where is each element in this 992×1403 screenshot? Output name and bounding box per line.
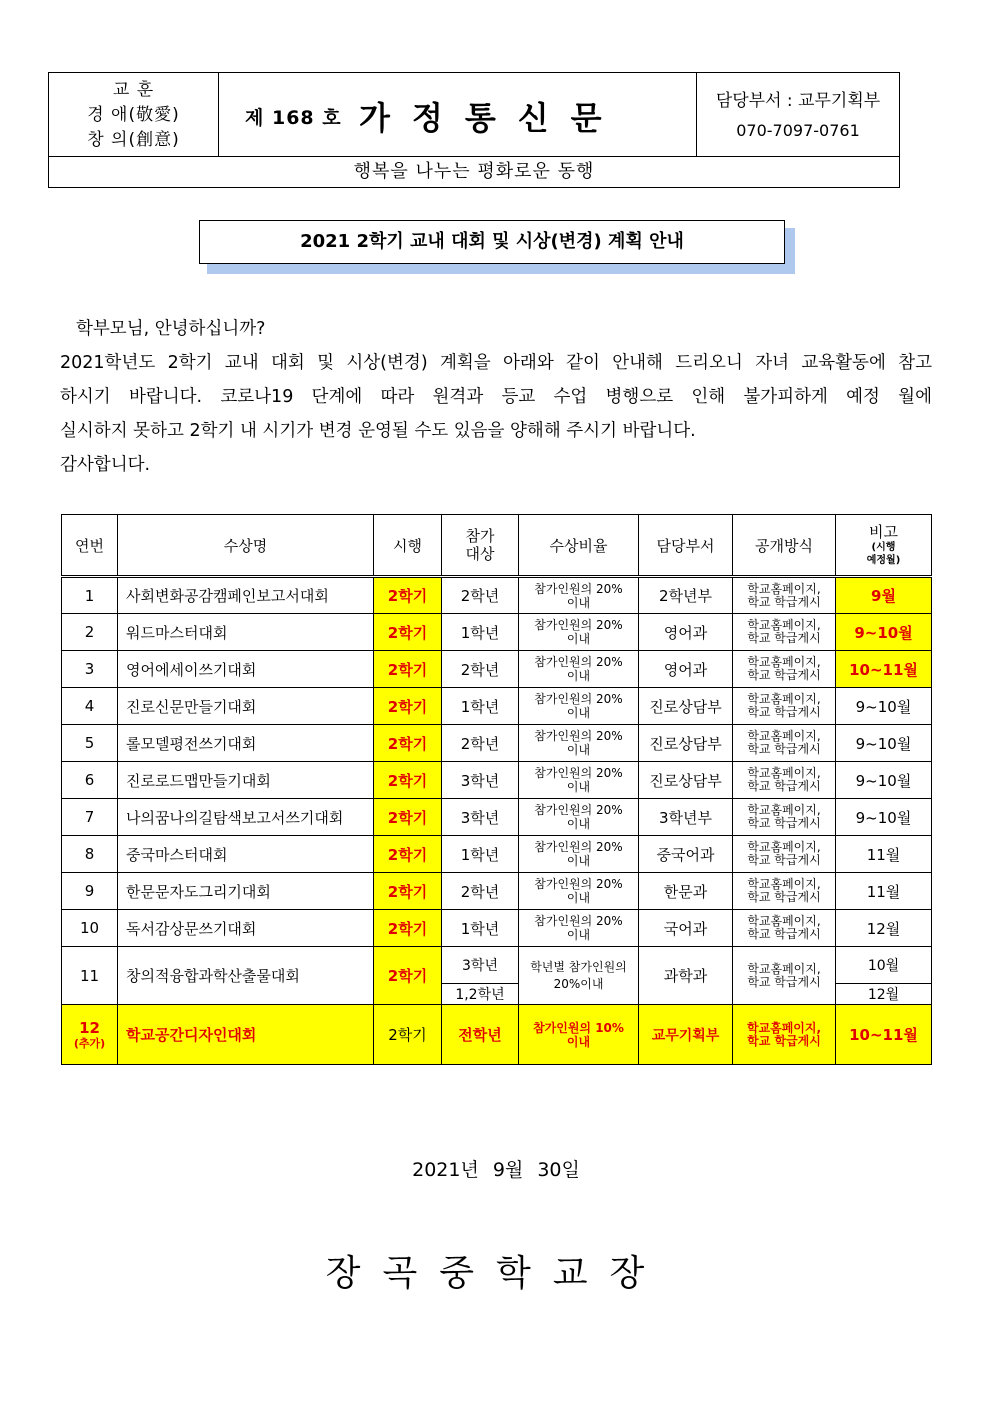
cell-ratio: [519, 947, 639, 1005]
cell-method-line-1: 학교홈페이지,: [747, 766, 821, 780]
newsletter-title: 가정통신문: [359, 99, 624, 137]
table-row: [62, 577, 932, 614]
cell-no: 1: [62, 577, 118, 614]
cell-method-line-1: 학교홈페이지,: [747, 961, 821, 976]
cell-term: 2학기: [374, 947, 442, 1005]
cell-name: 롤모델평전쓰기대회: [118, 725, 374, 762]
cell-method-line-1: 학교홈페이지,: [747, 914, 821, 928]
header-dept: 담당부서: [639, 515, 733, 577]
cell-method-line-2: 학교 학급게시: [747, 779, 821, 793]
issue-number: 제 168 호: [245, 107, 342, 129]
cell-name: 진로신문만들기대회: [118, 688, 374, 725]
cell-dept: 3학년부: [639, 799, 733, 836]
header-method: 공개방식: [733, 515, 836, 577]
cell-target: 1학년: [442, 688, 519, 725]
table-row: [62, 614, 932, 651]
cell-method-line-2: 학교 학급게시: [747, 705, 821, 719]
intro-text: [60, 312, 932, 482]
cell-ratio-line-2: 이내: [566, 1034, 591, 1049]
cell-ratio-line-2: 이내: [566, 669, 591, 683]
cell-no: 3: [62, 651, 118, 688]
table-row: [62, 799, 932, 836]
cell-note: 10~11월: [836, 651, 932, 688]
cell-term: 2학기: [374, 577, 442, 614]
cell-note: 12월: [836, 910, 932, 947]
intro-line-2: 하시기 바랍니다. 코로나19 단계에 따라 원격과 등교 수업 병행으로 인해 불가피하게 예정 월에: [60, 387, 932, 407]
cell-target: 1학년: [442, 836, 519, 873]
cell-method: [733, 614, 836, 651]
cell-no-added-tag: (추가): [73, 1037, 106, 1050]
cell-target: 1학년: [442, 910, 519, 947]
cell-dept: 영어과: [639, 651, 733, 688]
cell-method: [733, 1005, 836, 1065]
cell-dept: 2학년부: [639, 577, 733, 614]
cell-method-line-1: 학교홈페이지,: [746, 1020, 822, 1035]
cell-term: 2학기: [374, 651, 442, 688]
cell-method: [733, 577, 836, 614]
cell-dept: 한문과: [639, 873, 733, 910]
table-row-added: [62, 1005, 932, 1065]
table-row: [62, 688, 932, 725]
cell-name: 한문문자도그리기대회: [118, 873, 374, 910]
cell-method-line-2: 학교 학급게시: [747, 890, 821, 904]
cell-no: 11: [62, 947, 118, 1005]
cell-method-line-2: 학교 학급게시: [747, 1033, 821, 1048]
cell-method: [733, 947, 836, 1005]
header-no: 연번: [62, 515, 118, 577]
header-ratio: 수상비율: [519, 515, 639, 577]
cell-method-line-1: 학교홈페이지,: [747, 877, 821, 891]
header-name: 수상명: [118, 515, 374, 577]
cell-ratio-line-2: 이내: [566, 632, 591, 646]
table-header-row: [62, 515, 932, 577]
cell-method-line-1: 학교홈페이지,: [747, 581, 821, 596]
cell-ratio-line-1: 참가인원의 20%: [534, 840, 623, 854]
cell-ratio-line-2: 이내: [566, 706, 591, 720]
cell-term: 2학기: [374, 799, 442, 836]
cell-note-a: 10월: [836, 947, 932, 984]
cell-method-line-1: 학교홈페이지,: [747, 840, 821, 854]
cell-method: [733, 910, 836, 947]
cell-dept: 국어과: [639, 910, 733, 947]
thanks: 감사합니다.: [60, 455, 151, 475]
cell-ratio: [519, 1005, 639, 1065]
cell-ratio-line-1: 참가인원의 20%: [534, 581, 623, 596]
cell-no: 10: [62, 910, 118, 947]
cell-no: 9: [62, 873, 118, 910]
principal-signature: 장곡중학교장: [325, 1253, 667, 1294]
cell-ratio: [519, 651, 639, 688]
cell-dept: 진로상담부: [639, 688, 733, 725]
table-row: [62, 873, 932, 910]
cell-ratio-line-2: 이내: [566, 891, 591, 905]
cell-name: 나의꿈나의길탐색보고서쓰기대회: [118, 799, 374, 836]
cell-target: 2학년: [442, 725, 519, 762]
cell-ratio: [519, 836, 639, 873]
cell-method-line-1: 학교홈페이지,: [747, 729, 821, 743]
cell-ratio-line-1: 참가인원의 10%: [533, 1020, 624, 1035]
document-title: 2021 2학기 교내 대회 및 시상(변경) 계획 안내: [199, 220, 785, 264]
cell-method-line-2: 학교 학급게시: [747, 668, 821, 682]
cell-ratio-line-1: 참가인원의 20%: [534, 803, 623, 817]
cell-ratio-line-1: 참가인원의 20%: [534, 766, 623, 780]
cell-ratio-line-1: 참가인원의 20%: [534, 914, 623, 928]
department-phone: 070-7097-0761: [736, 121, 860, 140]
cell-note: 9~10월: [836, 688, 932, 725]
cell-method-line-1: 학교홈페이지,: [747, 618, 821, 632]
cell-ratio-line-2: 이내: [566, 817, 591, 831]
cell-method-line-2: 학교 학급게시: [747, 927, 821, 941]
cell-no: 5: [62, 725, 118, 762]
cell-dept: 진로상담부: [639, 725, 733, 762]
cell-no-value: 12: [79, 1019, 100, 1037]
header-term: 시행: [374, 515, 442, 577]
cell-method-line-2: 학교 학급게시: [747, 853, 821, 867]
title-cell: [219, 73, 696, 157]
department-cell: [696, 73, 899, 157]
cell-term: 2학기: [374, 614, 442, 651]
cell-ratio-line-1: 참가인원의 20%: [534, 729, 623, 743]
cell-target: 1학년: [442, 614, 519, 651]
cell-ratio-line-2: 이내: [566, 743, 591, 757]
cell-method-line-2: 학교 학급게시: [747, 594, 821, 609]
header-note: [836, 515, 932, 577]
cell-note: 9~10월: [836, 762, 932, 799]
cell-note: 9~10월: [836, 725, 932, 762]
issue-date: 2021년 9월 30일: [412, 1159, 580, 1181]
department-name: 담당부서 : 교무기획부: [715, 91, 881, 111]
cell-ratio: [519, 762, 639, 799]
cell-term: 2학기: [374, 725, 442, 762]
table-row: [62, 947, 932, 984]
cell-note: 10~11월: [836, 1005, 932, 1065]
cell-dept: 중국어과: [639, 836, 733, 873]
table-row: [62, 725, 932, 762]
motto-line-2: 창 의(創意): [87, 130, 180, 150]
cell-no: 4: [62, 688, 118, 725]
cell-note-b: 12월: [836, 984, 932, 1005]
cell-ratio: [519, 614, 639, 651]
cell-method: [733, 799, 836, 836]
table-row: [62, 651, 932, 688]
cell-ratio: [519, 688, 639, 725]
cell-name: 창의적융합과학산출물대회: [118, 947, 374, 1005]
cell-term: 2학기: [374, 762, 442, 799]
cell-note: 9~10월: [836, 614, 932, 651]
table-row: [62, 762, 932, 799]
cell-target: 2학년: [442, 577, 519, 614]
cell-ratio-line-1: 참가인원의 20%: [534, 655, 623, 669]
awards-table: [61, 514, 932, 1065]
cell-method-line-2: 학교 학급게시: [747, 974, 821, 989]
cell-name: 진로로드맵만들기대회: [118, 762, 374, 799]
cell-name: 영어에세이쓰기대회: [118, 651, 374, 688]
cell-no: 8: [62, 836, 118, 873]
cell-dept: 교무기획부: [639, 1005, 733, 1065]
intro-line-1: 2021학년도 2학기 교내 대회 및 시상(변경) 계획을 아래와 같이 안내해 드리오니 자녀 교육활동에 참고: [60, 353, 932, 373]
cell-ratio-line-2: 이내: [566, 928, 591, 942]
cell-note: 9월: [836, 577, 932, 614]
cell-note: 11월: [836, 836, 932, 873]
cell-method: [733, 651, 836, 688]
cell-method-line-1: 학교홈페이지,: [747, 692, 821, 706]
cell-ratio-line-2: 이내: [566, 595, 591, 610]
cell-method-line-1: 학교홈페이지,: [747, 655, 821, 669]
newsletter-header: [48, 72, 900, 188]
greeting: 학부모님, 안녕하십니까?: [76, 319, 266, 339]
header-target-line-1: 참가: [465, 527, 495, 545]
cell-target: 2학년: [442, 873, 519, 910]
cell-method: [733, 725, 836, 762]
cell-name: 워드마스터대회: [118, 614, 374, 651]
cell-ratio-line-1: 참가인원의 20%: [534, 692, 623, 706]
header-target-line-2: 대상: [465, 545, 495, 563]
cell-method-line-2: 학교 학급게시: [747, 816, 821, 830]
cell-name: 중국마스터대회: [118, 836, 374, 873]
cell-method: [733, 688, 836, 725]
header-note-sub-1: (시행: [871, 542, 896, 553]
intro-line-3: 실시하지 못하고 2학기 내 시기가 변경 운영될 수도 있음을 양해해 주시기 바랍니다.: [60, 421, 696, 441]
cell-method-line-2: 학교 학급게시: [747, 631, 821, 645]
school-slogan: 행복을 나누는 평화로운 동행: [353, 161, 595, 182]
cell-target: 전학년: [442, 1005, 519, 1065]
cell-method: [733, 873, 836, 910]
cell-ratio: [519, 910, 639, 947]
cell-no: 2: [62, 614, 118, 651]
cell-target-a: 3학년: [442, 947, 519, 984]
cell-dept: 과학과: [639, 947, 733, 1005]
table-row: [62, 910, 932, 947]
cell-note: 9~10월: [836, 799, 932, 836]
cell-ratio-line-2: 이내: [566, 854, 591, 868]
cell-ratio-line-1: 참가인원의 20%: [534, 618, 623, 632]
cell-method-line-1: 학교홈페이지,: [747, 803, 821, 817]
cell-term: 2학기: [374, 910, 442, 947]
header-target: [442, 515, 519, 577]
cell-ratio-line-1: 참가인원의 20%: [534, 877, 623, 891]
school-motto: [49, 73, 219, 157]
cell-dept: 영어과: [639, 614, 733, 651]
cell-target-b: 1,2학년: [442, 984, 519, 1005]
cell-no: 7: [62, 799, 118, 836]
header-note-label: 비고: [869, 523, 898, 541]
cell-method-line-2: 학교 학급게시: [747, 742, 821, 756]
cell-dept: 진로상담부: [639, 762, 733, 799]
cell-target: 3학년: [442, 762, 519, 799]
cell-name: 사회변화공감캠페인보고서대회: [118, 577, 374, 614]
cell-ratio: [519, 799, 639, 836]
cell-target: 3학년: [442, 799, 519, 836]
header-note-sub-2: 예정월): [866, 555, 901, 566]
cell-ratio-line-1: 학년별 참가인원의: [530, 959, 627, 974]
cell-term: 2학기: [374, 1005, 442, 1065]
cell-note: 11월: [836, 873, 932, 910]
cell-ratio: [519, 577, 639, 614]
cell-method: [733, 836, 836, 873]
table-row: [62, 836, 932, 873]
motto-title: 교 훈: [112, 80, 155, 100]
cell-ratio-line-2: 20%이내: [553, 976, 604, 991]
cell-ratio-line-2: 이내: [566, 780, 591, 794]
cell-name: 독서감상문쓰기대회: [118, 910, 374, 947]
motto-line-1: 경 애(敬愛): [87, 105, 180, 125]
cell-no: 6: [62, 762, 118, 799]
cell-method: [733, 762, 836, 799]
cell-term: 2학기: [374, 836, 442, 873]
cell-ratio: [519, 725, 639, 762]
cell-name: 학교공간디자인대회: [118, 1005, 374, 1065]
cell-no: [62, 1005, 118, 1065]
cell-term: 2학기: [374, 688, 442, 725]
cell-term: 2학기: [374, 873, 442, 910]
cell-target: 2학년: [442, 651, 519, 688]
cell-ratio: [519, 873, 639, 910]
